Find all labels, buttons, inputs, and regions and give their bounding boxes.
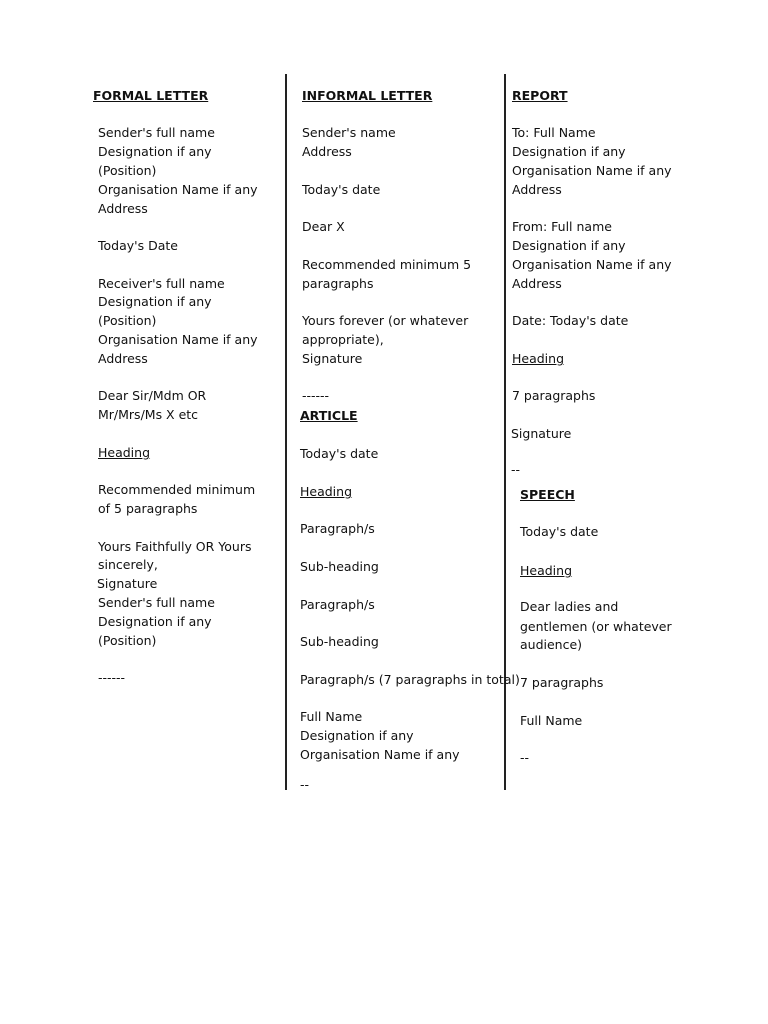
formal-body-line-1: Recommended minimum bbox=[98, 482, 256, 497]
formal-receiver-designation: Designation if any bbox=[98, 294, 212, 309]
report-to-name: To: Full Name bbox=[512, 125, 596, 140]
formal-closing-line-1: Yours Faithfully OR Yours bbox=[98, 539, 252, 554]
formal-receiver-name: Receiver's full name bbox=[98, 276, 225, 291]
informal-closing-line-2: appropriate), bbox=[302, 332, 384, 347]
informal-end-marker: ------ bbox=[302, 388, 330, 403]
speech-end-marker: -- bbox=[520, 750, 530, 765]
formal-salutation-line-1: Dear Sir/Mdm OR bbox=[98, 388, 207, 403]
report-to-designation: Designation if any bbox=[512, 144, 626, 159]
speech-date: Today's date bbox=[520, 524, 599, 539]
report-date: Date: Today's date bbox=[512, 313, 629, 328]
formal-salutation-line-2: Mr/Mrs/Ms X etc bbox=[98, 407, 199, 422]
article-end-marker: -- bbox=[300, 777, 310, 792]
article-heading: Heading bbox=[300, 484, 353, 499]
formal-end-marker: ------ bbox=[98, 670, 126, 685]
formal-sender-org: Organisation Name if any bbox=[98, 182, 258, 197]
article-paragraph-2: Paragraph/s bbox=[300, 597, 375, 612]
article-subheading-1: Sub-heading bbox=[300, 559, 379, 574]
formal-sender-designation: Designation if any bbox=[98, 144, 212, 159]
article-date: Today's date bbox=[300, 446, 379, 461]
article-org: Organisation Name if any bbox=[300, 747, 460, 762]
formal-closing-designation: Designation if any bbox=[98, 614, 212, 629]
report-signature: Signature bbox=[511, 426, 572, 441]
report-to-address: Address bbox=[512, 182, 562, 197]
article-paragraph-3: Paragraph/s (7 paragraphs in total) bbox=[300, 672, 520, 687]
speech-heading: Heading bbox=[520, 563, 573, 578]
speech-paragraphs: 7 paragraphs bbox=[520, 675, 604, 690]
formal-receiver-position: (Position) bbox=[98, 313, 157, 328]
article-full-name: Full Name bbox=[300, 709, 363, 724]
formal-receiver-org: Organisation Name if any bbox=[98, 332, 258, 347]
speech-full-name: Full Name bbox=[520, 713, 583, 728]
formal-sender-address: Address bbox=[98, 201, 148, 216]
informal-body-line-2: paragraphs bbox=[302, 276, 374, 291]
article-paragraph-1: Paragraph/s bbox=[300, 521, 375, 536]
report-heading: Heading bbox=[512, 351, 565, 366]
formal-signature: Signature bbox=[97, 576, 158, 591]
speech-salutation-line-3: audience) bbox=[520, 637, 583, 652]
report-from-address: Address bbox=[512, 276, 562, 291]
speech-salutation-line-2: gentlemen (or whatever bbox=[520, 619, 672, 634]
informal-salutation: Dear X bbox=[302, 219, 345, 234]
formal-body-line-2: of 5 paragraphs bbox=[98, 501, 198, 516]
informal-sender-name: Sender's name bbox=[302, 125, 396, 140]
formal-closing-name: Sender's full name bbox=[98, 595, 215, 610]
formal-date: Today's Date bbox=[98, 238, 178, 253]
report-to-org: Organisation Name if any bbox=[512, 163, 672, 178]
report-paragraphs: 7 paragraphs bbox=[512, 388, 596, 403]
informal-date: Today's date bbox=[302, 182, 381, 197]
report-from-designation: Designation if any bbox=[512, 238, 626, 253]
formal-heading: Heading bbox=[98, 445, 151, 460]
speech-salutation-line-1: Dear ladies and bbox=[520, 599, 619, 614]
formal-closing-line-2: sincerely, bbox=[98, 557, 158, 572]
article-subheading-2: Sub-heading bbox=[300, 634, 379, 649]
informal-signature: Signature bbox=[302, 351, 363, 366]
report-title: REPORT bbox=[512, 88, 568, 103]
report-from-name: From: Full name bbox=[512, 219, 612, 234]
informal-closing-line-1: Yours forever (or whatever bbox=[302, 313, 469, 328]
speech-title: SPEECH bbox=[520, 487, 575, 502]
column-divider-left bbox=[285, 74, 287, 790]
report-from-org: Organisation Name if any bbox=[512, 257, 672, 272]
formal-sender-name: Sender's full name bbox=[98, 125, 215, 140]
formal-sender-position: (Position) bbox=[98, 163, 157, 178]
report-end-marker: -- bbox=[511, 462, 521, 477]
article-title: ARTICLE bbox=[300, 408, 358, 423]
formal-closing-position: (Position) bbox=[98, 633, 157, 648]
informal-letter-title: INFORMAL LETTER bbox=[302, 88, 433, 103]
formal-letter-title: FORMAL LETTER bbox=[93, 88, 209, 103]
article-designation: Designation if any bbox=[300, 728, 414, 743]
formal-receiver-address: Address bbox=[98, 351, 148, 366]
informal-address: Address bbox=[302, 144, 352, 159]
informal-body-line-1: Recommended minimum 5 bbox=[302, 257, 472, 272]
